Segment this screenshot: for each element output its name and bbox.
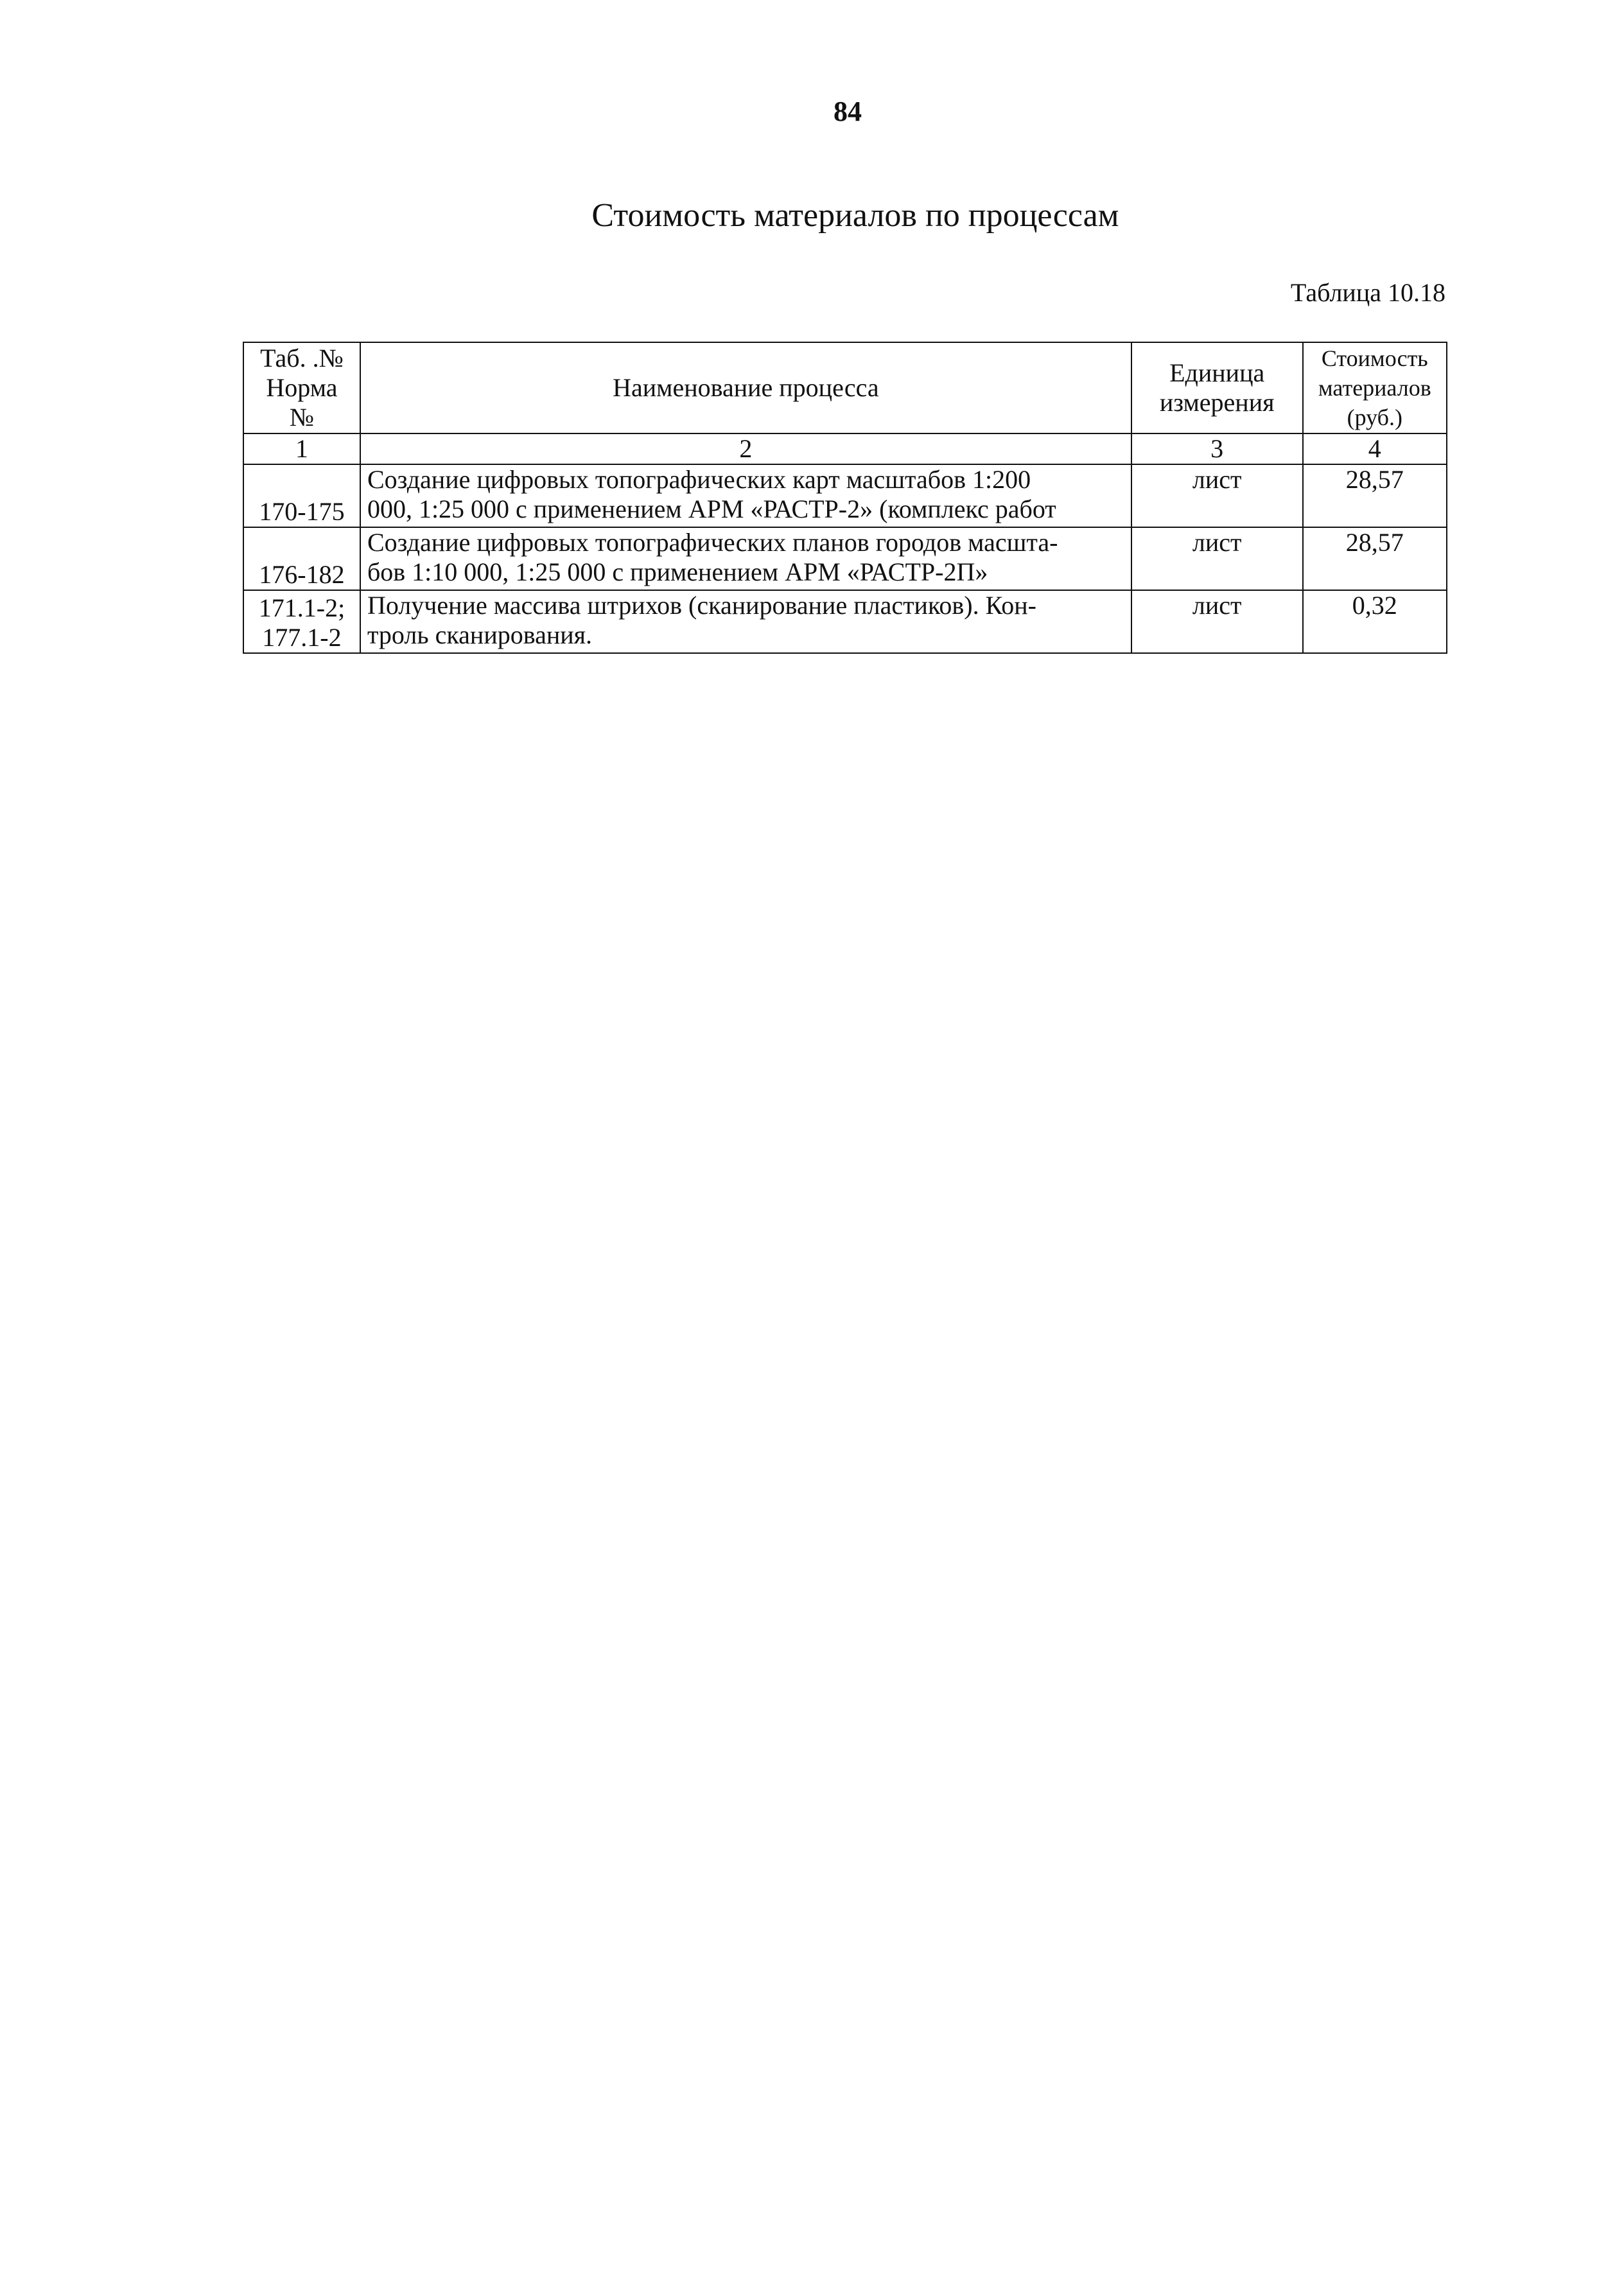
document-title: Стоимость материалов по процессам [591,197,1119,234]
header-material-cost: Стоимость материалов (руб.) [1303,342,1447,433]
header-process-name: Наименование процесса [360,342,1131,433]
cost-value: 28,57 [1303,464,1447,527]
process-name: Получение массива штрихов (сканирование пластиков). Кон- троль сканирования. [360,590,1131,653]
page-number: 84 [834,96,862,127]
table-row [243,464,1447,527]
column-number: 2 [360,433,1131,464]
process-name: Создание цифровых топографических планов городов масшта- бов 1:10 000, 1:25 000 с применением АРМ «РАСТР-2П» [360,527,1131,590]
norm-code: 171.1-2; 177.1-2 [243,590,360,653]
unit-value: лист [1131,464,1303,527]
materials-cost-table [243,342,1447,654]
column-number: 1 [243,433,360,464]
table-label: Таблица 10.18 [1290,278,1445,307]
norm-code: 170-175 [243,464,360,527]
header-norm-number: Таб. .№ Норма № [243,342,360,433]
column-number-row [243,433,1447,464]
process-name: Создание цифровых топографических карт масштабов 1:200 000, 1:25 000 с применением АРМ «РАСТР-2» (комплекс работ [360,464,1131,527]
unit-value: лист [1131,527,1303,590]
table-header-row [243,342,1447,433]
table-row [243,527,1447,590]
header-unit: Единица измерения [1131,342,1303,433]
table-row [243,590,1447,653]
cost-value: 28,57 [1303,527,1447,590]
cost-value: 0,32 [1303,590,1447,653]
norm-code: 176-182 [243,527,360,590]
column-number: 3 [1131,433,1303,464]
unit-value: лист [1131,590,1303,653]
column-number: 4 [1303,433,1447,464]
